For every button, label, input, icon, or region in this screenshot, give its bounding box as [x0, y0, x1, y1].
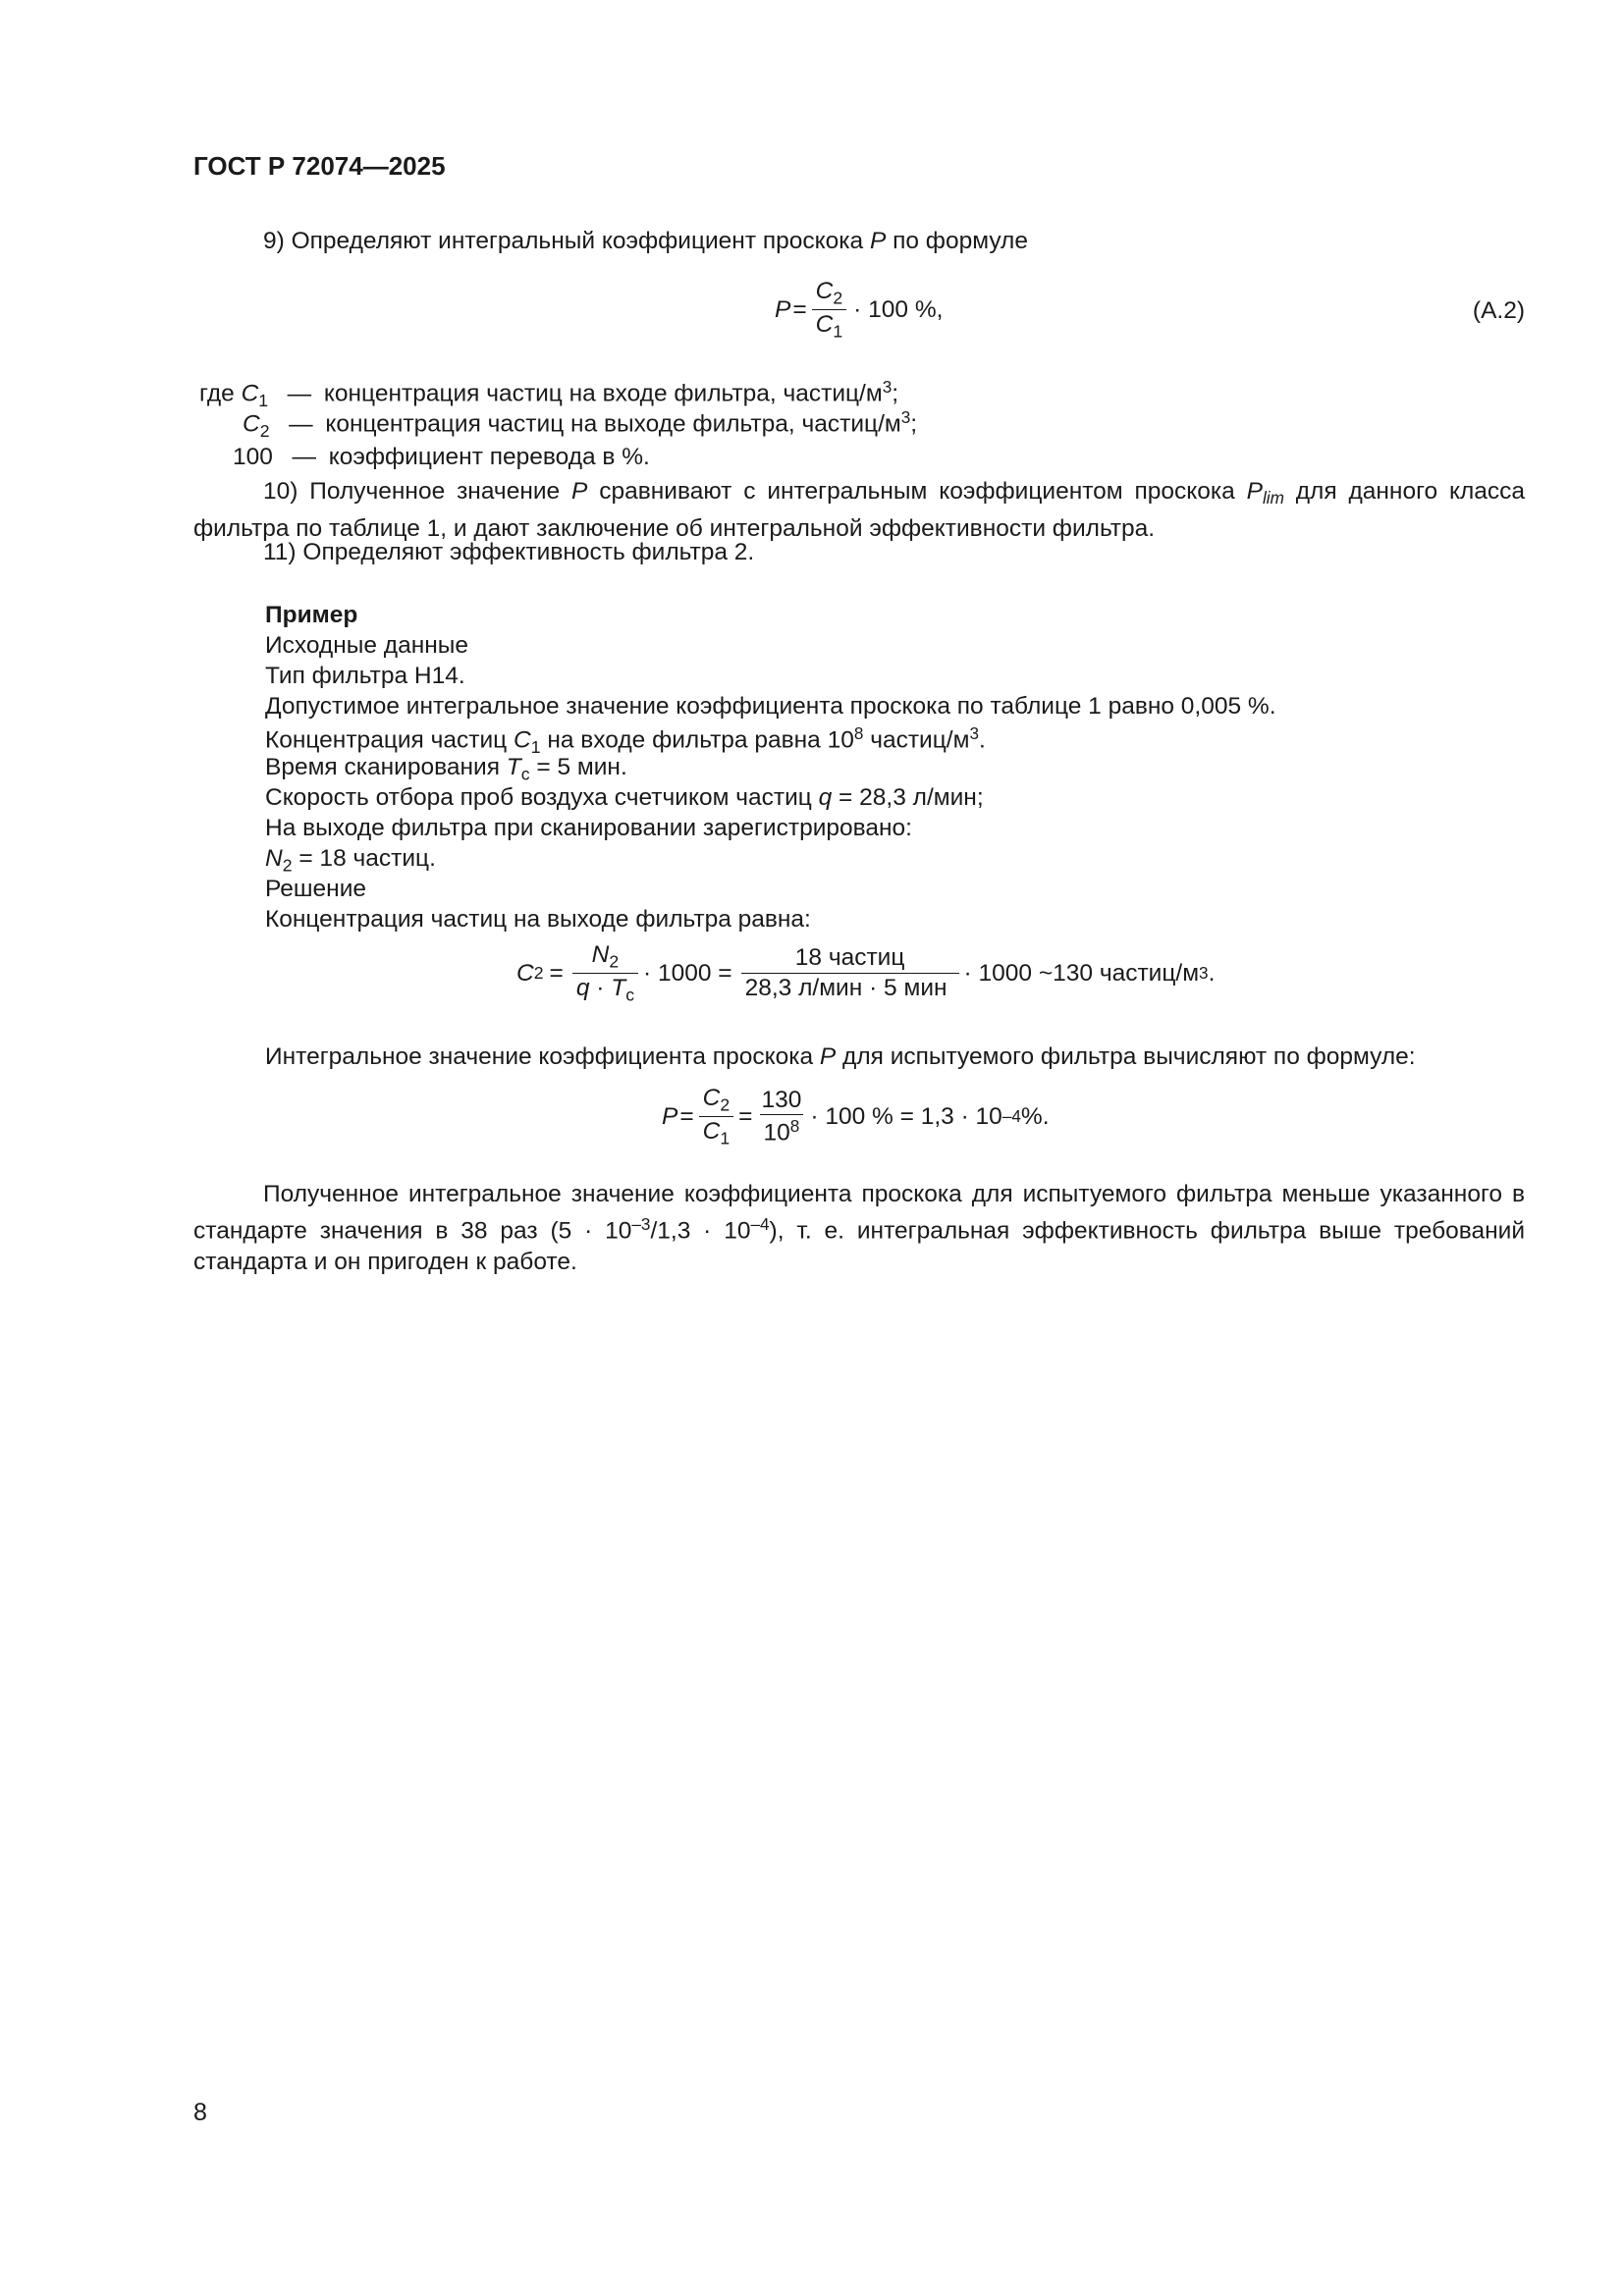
example-sampling-rate: Скорость отбора проб воздуха счетчиком частиц q = 28,3 л/мин; — [265, 784, 984, 811]
definition-100: 100 — коэффициент перевода в %. — [233, 444, 650, 470]
formula-a2: P = $\frac{C_2}{C_1}$ · 100 %, — [775, 278, 944, 342]
example-inlet-concentration: Концентрация частиц $C_1$ на входе фильтра равна $10^8$ частиц/$м^3$. — [265, 723, 986, 758]
conclusion-paragraph: Полученное интегральное значение коэффициента проскока для испытуемого фильтра меньше указанного в стандарте значения в 38 раз $(5 \cdot 10^{-3}/1,3 \cdot 10^{-4})$, т. е. интегральная эффективность фильтра выше требований стандарта и он пригоден к работе. — [193, 1181, 1525, 1275]
example-solution: Решение — [265, 876, 367, 902]
example-initial-data: Исходные данные — [265, 632, 469, 659]
formula-p: P = $\frac{C_2}{C_1}$ = $\frac{130}{10^8}$ · 100 % = 1,3 · 10 –4 %. — [662, 1085, 1050, 1148]
integral-text: Интегральное значение коэффициента проскока P для испытуемого фильтра вычисляют по формуле: — [265, 1043, 1416, 1070]
example-n2: $N_2 = 18$ частиц. — [265, 845, 436, 876]
example-title: Пример — [265, 602, 358, 628]
fraction-c2-c1-result: $\frac{C_2}{C_1}$ — [699, 1086, 734, 1148]
fraction-n2-over-qtc: $\frac{N_2}{q \cdot T_с}$ — [572, 942, 638, 1004]
formula-c2: C 2 = $\frac{N_2}{q \cdot T_с}$ · 1000 = $\frac{\text{18 частиц}}{\text{28,3 л/мин · 5 мин}}$ · 1000 ~130 частиц/м 3 . — [516, 941, 1216, 1005]
step-10: 10) Полученное значение P сравнивают с интегральным коэффициентом проскока $P_{lim}$ для данного класса фильтра по таблице 1, и дают заключение об интегральной эффективности фильтра. — [193, 478, 1526, 543]
example-filter-type: Тип фильтра Н14. — [265, 663, 465, 689]
step-11: 11) Определяют эффективность фильтра 2. — [263, 539, 755, 565]
example-registered: На выходе фильтра при сканировании зарегистрировано: — [265, 815, 912, 841]
example-outlet-concentration-text: Концентрация частиц на выходе фильтра равна: — [265, 906, 811, 933]
equation-number: (А.2) — [1472, 297, 1525, 324]
fraction-c2-c1: $\frac{C_2}{C_1}$ — [812, 279, 847, 341]
definition-c2: $C_2$ — концентрация частиц на выходе фильтра, частиц/$м^3$; — [243, 407, 918, 442]
fraction-130-over-10e8: $\frac{130}{10^8}$ — [761, 1086, 802, 1147]
example-scan-time: Время сканирования $T_с = 5$ мин. — [265, 754, 627, 784]
definition-c1: где $C_1$ — концентрация частиц на входе фильтра, частиц/$м^3$; — [199, 377, 899, 411]
example-allowed-value: Допустимое интегральное значение коэффициента проскока по таблице 1 равно 0,005 %. — [265, 693, 1276, 720]
document-header: ГОСТ Р 72074—2025 — [193, 151, 446, 181]
step-9: 9) Определяют интегральный коэффициент проскока P по формуле — [263, 228, 1028, 254]
page-number: 8 — [193, 2099, 207, 2126]
fraction-18-particles: $\frac{\text{18 частиц}}{\text{28,3 л/мин · 5 мин}}$ — [741, 945, 959, 1000]
